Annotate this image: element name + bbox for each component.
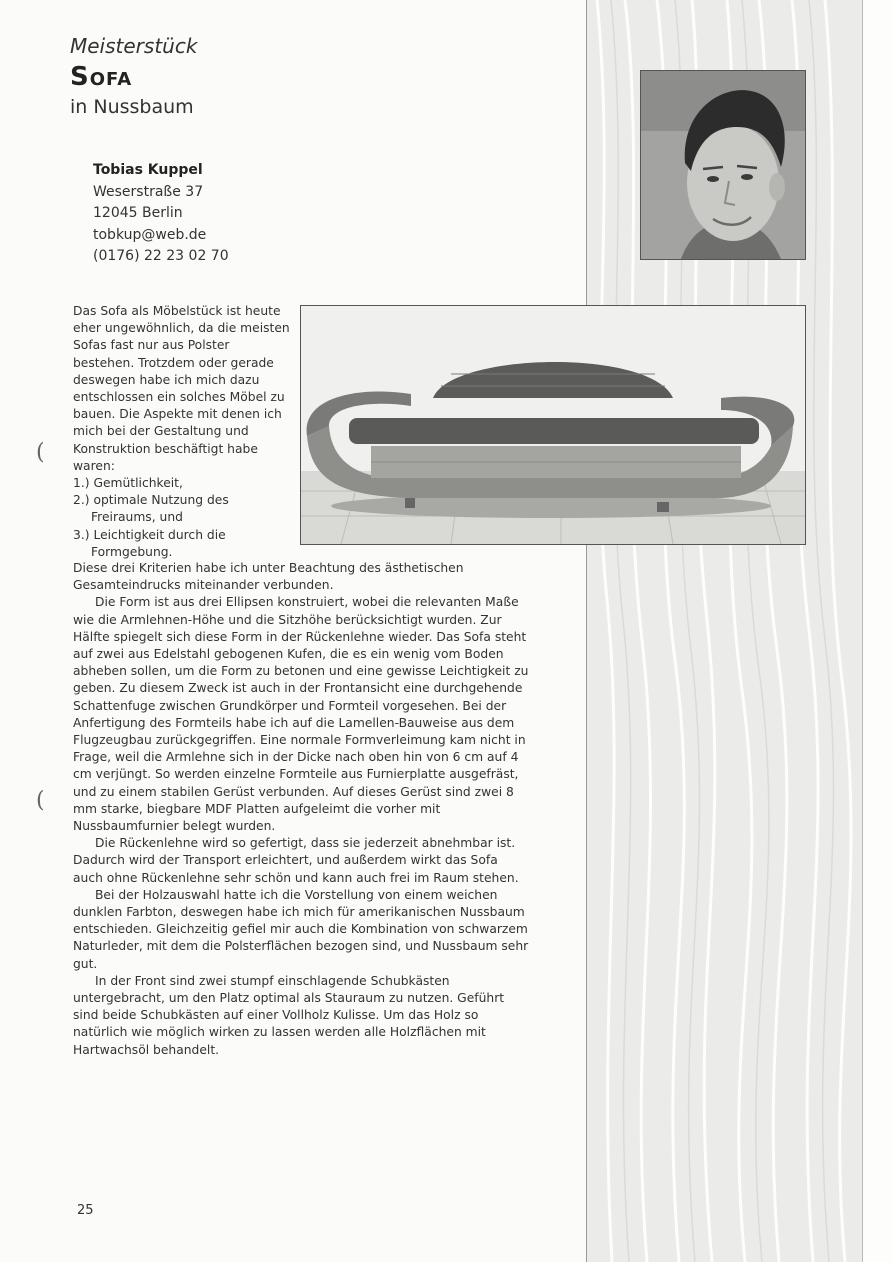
body-paragraph: Die Form ist aus drei Ellipsen konstruiert, wobei die relevanten Maße wie die Armlehnen-Höhe und die Sitzhöhe berücksichtigt wurden. Zur Hälfte spiegelt sich diese Form in der Rückenlehne wieder. Das Sofa steht auf zwei aus Edelstahl gebogenen Kufen, die es ein wenig vom Boden abheben sollen, um die Form zu betonen und eine gewisse Leichtigkeit zu geben. Zu diesem Zweck ist auch in der Frontansicht eine durchgehende Schattenfuge zwischen Grundkörper und Formteil vorgesehen. Bei der Anfertigung des Formteils habe ich auf die Lamellen-Bauweise aus dem Flugzeugbau zurückgegriffen. Eine normale Formverleimung kam nicht in Frage, weil die Armlehne sich in der Dicke nach oben hin von 6 cm auf 4 cm verjüngt. So werden einzelne Formteile aus Furnierplatte ausgefräst, und zu einem stabilen Gerüst verbunden. Auf dieses Gerüst sind zwei 8 mm starke, biegbare MDF Platten aufgeleimt die vorher mit Nussbaumfurnier belegt wurden. [73, 595, 529, 834]
intro-column [73, 303, 291, 561]
contact-street: Weserstraße 37 [93, 183, 204, 200]
kicker: Meisterstück [70, 34, 198, 58]
margin-mark: ( [36, 440, 45, 465]
body-paragraph: Die Rückenlehne wird so gefertigt, dass sie jederzeit abnehmbar ist. Dadurch wird der Transport erleichtert, und außerdem wirkt das Sofa auch ohne Rückenlehne sehr schön und kann auch frei im Raum stehen. [73, 836, 519, 885]
page-edge [862, 0, 892, 1262]
criteria-item: 2.) optimale Nutzung des Freiraums, und [73, 493, 229, 525]
sofa-photo [300, 305, 806, 545]
page-number: 25 [77, 1203, 94, 1218]
contact-city: 12045 Berlin [93, 205, 183, 221]
body-paragraph: In der Front sind zwei stumpf einschlagende Schubkästen untergebracht, um den Platz optimal als Stauraum zu nutzen. Geführt sind beide Schubkästen auf einer Vollholz Kulisse. Um das Holz so natürlich wie möglich wirken zu lassen werden alle Holzflächen mit Hartwachsöl behandelt. [73, 973, 505, 1057]
contact-name: Tobias Kuppel [93, 162, 203, 178]
page-subtitle: in Nussbaum [70, 96, 194, 118]
contact-email: tobkup@web.de [93, 226, 207, 243]
margin-mark: ( [36, 788, 45, 813]
portrait-photo [640, 70, 806, 260]
contact-phone: (0176) 22 23 02 70 [93, 248, 229, 264]
page-title: Sofa [70, 62, 133, 92]
criteria-item: 1.) Gemütlichkeit, [73, 476, 183, 491]
body-paragraph: Bei der Holzauswahl hatte ich die Vorstellung von einem weichen dunklen Farbton, deswegen habe ich mich für amerikanischen Nussbaum entschieden. Gleichzeitig gefiel mir auch die Kombination von schwarzem Naturleder, mit dem die Polsterflächen bezogen sind, und Nussbaum sehr gut. [73, 887, 529, 971]
criteria-list [73, 475, 291, 561]
criteria-item: 3.) Leichtigkeit durch die Formgebung. [73, 527, 226, 559]
contact-block [93, 160, 229, 268]
intro-paragraph: Das Sofa als Möbelstück ist heute eher ungewöhnlich, da die meisten Sofas fast nur aus Polster bestehen. Trotzdem oder gerade deswegen habe ich mich dazu entschlossen ein solches Möbel zu bauen. Die Aspekte mit denen ich mich bei der Gestaltung und Konstruktion beschäftigt habe waren: [73, 304, 290, 473]
body-paragraph: Diese drei Kriterien habe ich unter Beachtung des ästhetischen Gesamteindrucks miteinander verbunden. [73, 561, 464, 593]
body-text [73, 560, 529, 1059]
